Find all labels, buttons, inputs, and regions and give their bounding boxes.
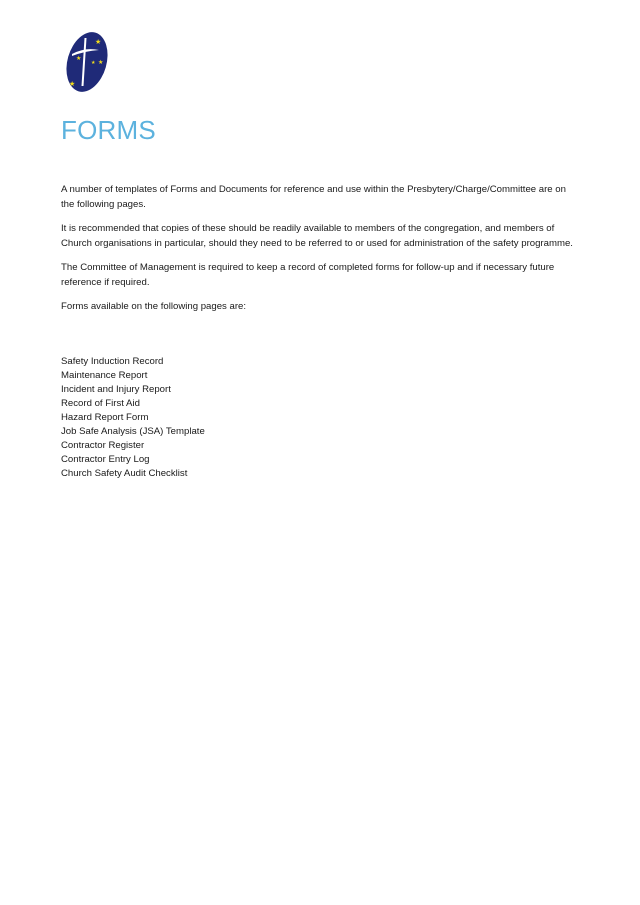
list-item: Record of First Aid [61, 398, 140, 409]
forms-list [61, 355, 205, 481]
list-item: Safety Induction Record [61, 356, 164, 367]
list-item: Incident and Injury Report [61, 384, 171, 395]
logo-star-4: ★ [98, 59, 104, 66]
forms-available-lead: Forms available on the following pages are: [61, 301, 247, 312]
list-item: Church Safety Audit Checklist [61, 468, 188, 479]
church-logo [63, 30, 111, 94]
list-item: Contractor Entry Log [61, 454, 150, 465]
logo-star-1: ★ [95, 38, 102, 46]
list-item: Hazard Report Form [61, 412, 149, 423]
list-item: Job Safe Analysis (JSA) Template [61, 426, 205, 437]
logo-star-2: ★ [76, 55, 82, 62]
list-item: Maintenance Report [61, 370, 148, 381]
list-item: Contractor Register [61, 440, 145, 451]
logo-star-3: ★ [91, 60, 96, 66]
page-title: FORMS [61, 115, 156, 145]
intro-paragraph: A number of templates of Forms and Documents for reference and use within the Presbytery/Charge/Committee are on the following pages. [61, 184, 566, 210]
intro-paragraph: The Committee of Management is required to keep a record of completed forms for follow-up and if necessary future reference if required. [61, 262, 555, 288]
church-cross-logo-icon [63, 30, 111, 94]
intro-paragraph: It is recommended that copies of these should be readily available to members of the congregation, and members of Church organisations in particular, should they need to be referred to or used for administration of the safety programme. [61, 223, 573, 249]
logo-star-5: ★ [69, 80, 76, 88]
intro-text [61, 183, 581, 325]
